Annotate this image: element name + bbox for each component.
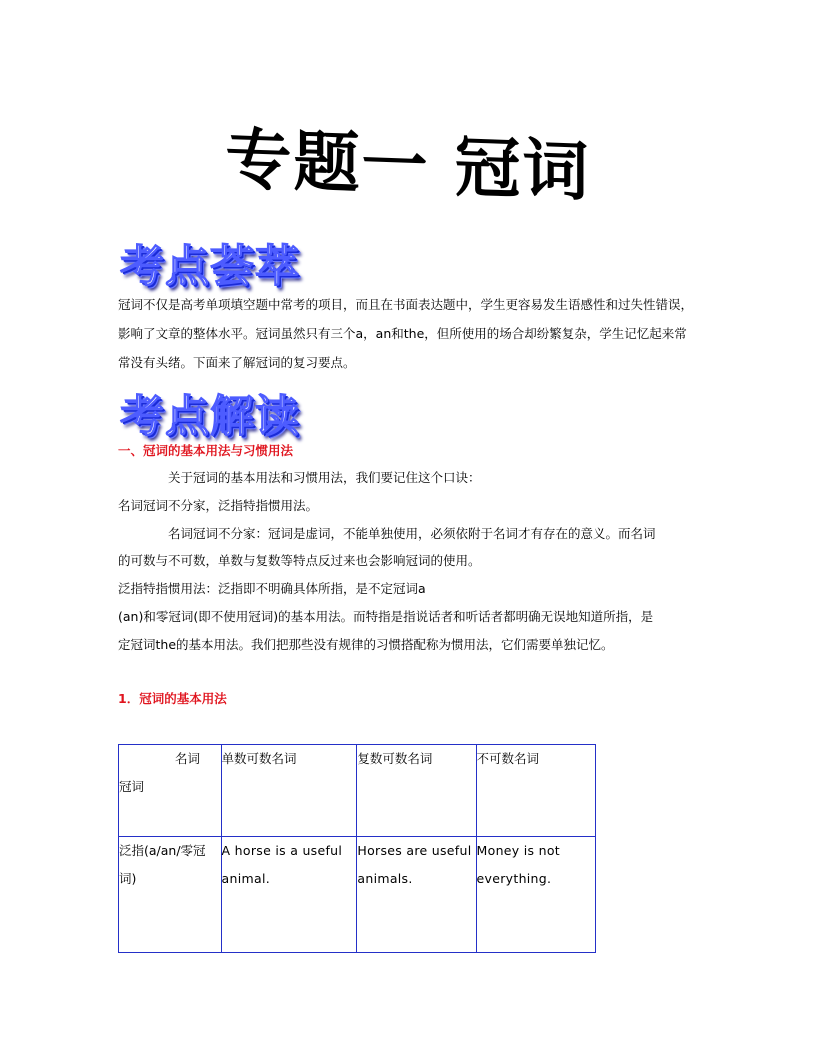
table-header-cell: 不可数名词 (476, 745, 595, 837)
paragraph-general-specific-line1: 泛指特指惯用法：泛指即不明确具体所指，是不定冠词a (118, 581, 426, 596)
subheading-basic-and-idiomatic-usage: 一、冠词的基本用法与习惯用法 (118, 443, 294, 458)
table-cell: A horse is a useful animal. (221, 837, 357, 953)
table-corner-cell (119, 745, 222, 837)
paragraph-mnemonic: 名词冠词不分家，泛指特指惯用法。 (118, 498, 319, 513)
paragraph-general-specific-line3: 定冠词the的基本用法。我们把那些没有规律的习惯搭配称为惯用法，它们需要单独记忆。 (118, 637, 614, 652)
section-heading-analysis: 考点解读 (120, 391, 300, 442)
page-title: 专题一 冠词 (225, 119, 591, 211)
article-usage-table (118, 744, 596, 953)
corner-bottom-label: 冠词 (119, 779, 145, 794)
table-cell: Money is not everything. (476, 837, 595, 953)
corner-top-label: 名词 (175, 751, 201, 766)
paragraph-mnemonic-intro: 关于冠词的基本用法和习惯用法，我们要记住这个口诀： (168, 470, 481, 485)
table-cell: Horses are useful animals. (357, 837, 476, 953)
table-header-cell: 单数可数名词 (221, 745, 357, 837)
table-row-label: 泛指(a/an/零冠词) (119, 837, 222, 953)
paragraph-noun-article-line1: 名词冠词不分家：冠词是虚词，不能单独使用，必须依附于名词才有存在的意义。而名词 (168, 526, 656, 541)
section-heading-highlights: 考点荟萃 (120, 241, 300, 292)
table-header-cell: 复数可数名词 (357, 745, 476, 837)
intro-paragraph: 冠词不仅是高考单项填空题中常考的项目，而且在书面表达题中，学生更容易发生语感性和过失性错误，影响了文章的整体水平。冠词虽然只有三个a，an和the，但所使用的场合却纷繁复杂，学生记忆起来常常没有头绪。下面来了解冠词的复习要点。 (118, 297, 694, 370)
table-header-row (119, 745, 596, 837)
subheading-basic-usage: 1．冠词的基本用法 (118, 691, 227, 706)
table-row (119, 837, 596, 953)
paragraph-general-specific-line2: (an)和零冠词(即不使用冠词)的基本用法。而特指是指说话者和听话者都明确无误地知道所指，是 (118, 609, 654, 624)
paragraph-noun-article-line2: 的可数与不可数，单数与复数等特点反过来也会影响冠词的使用。 (118, 553, 481, 568)
